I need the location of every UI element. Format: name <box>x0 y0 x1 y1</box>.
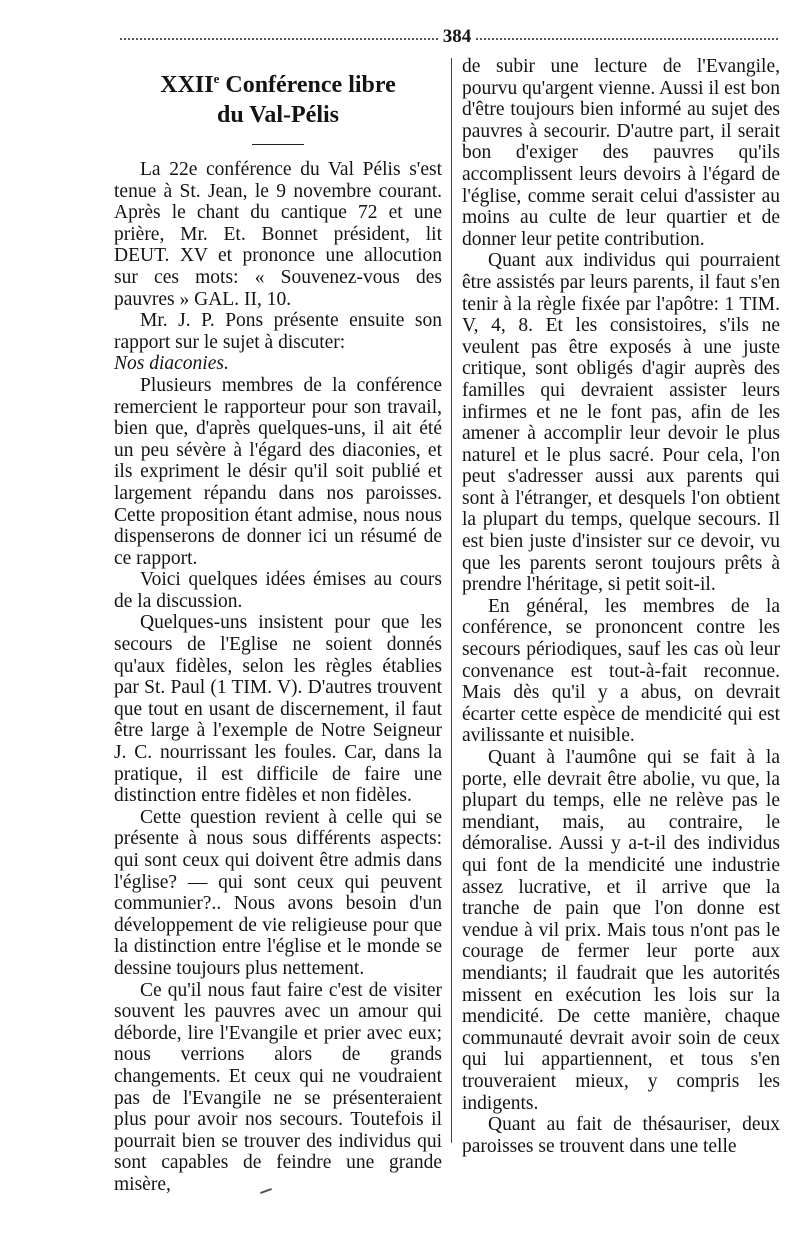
right-column <box>462 56 780 1157</box>
column-divider <box>451 58 452 1143</box>
paragraph-visiter: Ce qu'il nous faut faire c'est de visiter souvent les pauvres avec un amour qui déborde, lire l'Evangile et prier avec eux; nous verrions alors de grands changements. Et ceux qui ne voudraient pas de l'Evangile ne se présenteraient plus pour avoir nos secours. Toutefois il pourrait bien se trouver des individus qui sont capables de feindre une grande misère, <box>114 979 442 1195</box>
page-number: 384 <box>442 26 472 47</box>
paragraph-thesauriser: Quant au fait de thésauriser, deux paroisses se trouvent dans une telle <box>462 1114 780 1157</box>
title-rule <box>252 144 304 145</box>
paragraph-ideas: Voici quelques idées émises au cours de la discussion. <box>114 569 442 612</box>
title-line-1-rest: Conférence libre <box>219 72 396 98</box>
left-column <box>114 56 442 1196</box>
title-numeral: XXII <box>160 72 214 98</box>
paragraph-members: Plusieurs membres de la conférence remercient le rapporteur pour son travail, bien que, d'après quelques-uns, il ait été un peu sévère à l'égard des diaconies, et ils expriment le désir qu'il soit publié et largement répandu dans nos paroisses. Cette proposition étant admise, nous nous dispenserons de donner ici un résumé de ce rapport. <box>114 374 442 569</box>
title-superscript: e <box>213 71 220 86</box>
paragraph-intro: La 22e conférence du Val Pélis s'est tenue à St. Jean, le 9 novembre courant. Après le chant du cantique 72 et une prière, Mr. Et. Bonnet président, lit DEUT. XV et prononce une allocution sur ces mots: « Souvenez-vous des pauvres » GAL. II, 10. <box>114 159 442 310</box>
paragraph-aumone: Quant à l'aumône qui se fait à la porte, elle devrait être abolie, vu que, la plupart du temps, elle ne relève pas le mendiant, mais, au contraire, le démoralise. Aussi y a-t-il des individus qui font de la mendicité une industrie assez lucrative, et il arrive que la tranche de pain que l'on donne est vendue à vil prix. Mais tous n'ont pas le courage de fermer leur porte aux mendiants; il faudrait que les autorités missent en exécution les lois sur la mendicité. De cette manière, chaque communauté devrait avoir soin de ceux qui lui appartiennent, et tous s'en trouveraient mieux, y compris les indigents. <box>462 747 780 1114</box>
title-line-2: du Val-Pélis <box>216 102 340 128</box>
header-rule-left <box>120 38 438 40</box>
paragraph-question: Cette question revient à celle qui se présente à nous sous différents aspects: qui sont ceux qui doivent être admis dans l'église? — qui sont ceux qui peuvent communier?.. Nous avons besoin d'un développement de vie religieuse pour que la distinction entre l'église et le monde se dessine toujours plus nettement. <box>114 806 442 979</box>
paragraph-report: Mr. J. P. Pons présente ensuite son rapport sur le sujet à discuter: <box>114 310 442 353</box>
paragraph-general: En général, les membres de la conférence, se prononcent contre les secours périodiques, sauf les cas où leur convenance est tout-à-fait reconnue. Mais dès qu'il y a abus, on devrait écarter cette espèce de mendicité qui est avilissante et nuisible. <box>462 595 780 747</box>
paragraph-parents: Quant aux individus qui pourraient être assistés par leurs parents, il faut s'en tenir à la règle fixée par l'apôtre: 1 TIM. V, 4, 8. Et les consistoires, s'ils ne veulent pas être exposés à une juste critique, sont obligés d'agir auprès des familles qui devraient assister leurs infirmes et ne le font pas, afin de les amener à accomplir leur devoir le plus naturel et le plus sacré. Pour cela, l'on peut s'adresser aussi aux parents qui sont à l'étranger, et desquels l'on obtient la plupart du temps, quelque secours. Il est bien juste d'insister sur ce devoir, vu que les parents seront toujours prêts à prendre l'héritage, si petit soit-il. <box>462 250 780 596</box>
paragraph-secours: Quelques-uns insistent pour que les secours de l'Eglise ne soient donnés qu'aux fidèles, selon les règles établies par St. Paul (1 TIM. V). D'autres trouvent que tout en usant de discernement, il faut être large à l'exemple de Notre Seigneur J. C. nourrissant les foules. Car, dans la pratique, il est difficile de faire une distinction entre fidèles et non fidèles. <box>114 612 442 807</box>
article-title <box>114 64 442 130</box>
paragraph-continuation: de subir une lecture de l'Evangile, pourvu qu'argent vienne. Aussi il est bon d'être toujours bien informé au sujet des pauvres à secourir. D'autre part, il serait bon d'exiger des pauvres qu'ils accomplissent leurs devoirs à l'égard de l'église, comme serait celui d'assister au moins au culte de leur quartier et de donner leur petite contribution. <box>462 56 780 250</box>
header-rule-right <box>476 38 778 40</box>
title-line-1 <box>114 64 442 100</box>
paragraph-report-subject: Nos diaconies. <box>114 353 229 375</box>
